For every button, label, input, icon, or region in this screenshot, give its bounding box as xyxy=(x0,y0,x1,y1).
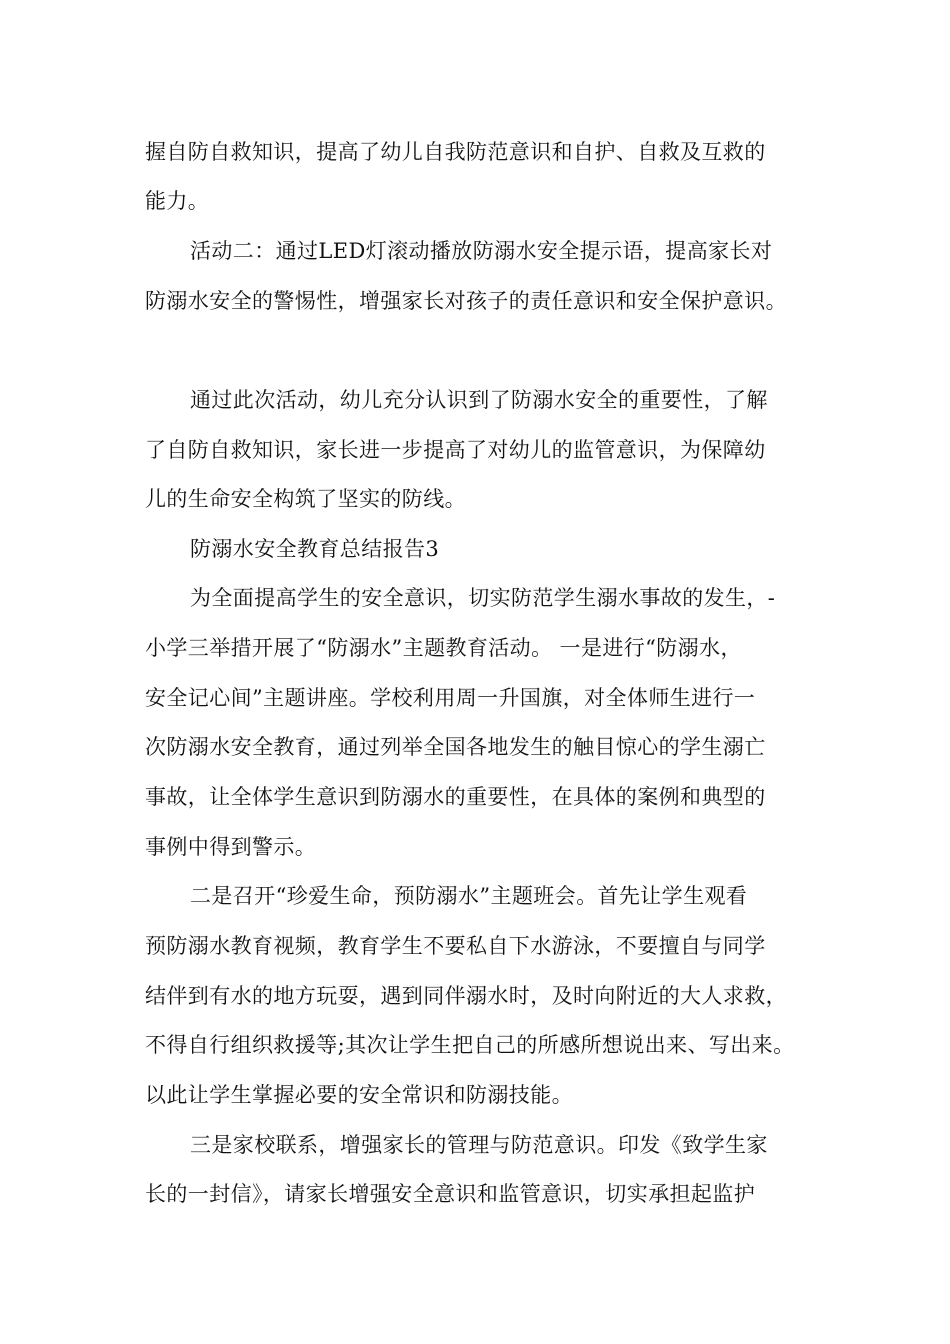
text-line: 握自防自救知识，提高了幼儿自我防范意识和自护、自救及互救的 xyxy=(145,140,766,164)
paragraph-start-line: 为全面提高学生的安全意识，切实防范学生溺水事故的发生，- xyxy=(190,586,776,610)
text-line: 事例中得到警示。 xyxy=(145,835,317,859)
text-line: 预防溺水教育视频，教育学生不要私自下水游泳，不要擅自与同学 xyxy=(145,934,766,958)
text-line: 结伴到有水的地方玩耍，遇到同伴溺水时，及时向附近的大人求救， xyxy=(145,984,787,1008)
text-line: 事故，让全体学生意识到防溺水的重要性，在具体的案例和典型的 xyxy=(145,785,766,809)
text-line: 了自防自救知识，家长进一步提高了对幼儿的监管意识，为保障幼 xyxy=(145,438,766,462)
text-line: 次防溺水安全教育，通过列举全国各地发生的触目惊心的学生溺亡 xyxy=(145,735,766,759)
text-line: 小学三举措开展了“防溺水”主题教育活动。 一是进行“防溺水， xyxy=(145,636,742,660)
text-line: 以此让学生掌握必要的安全常识和防溺技能。 xyxy=(145,1083,573,1107)
paragraph-start-line: 三是家校联系，增强家长的管理与防范意识。印发《致学生家 xyxy=(190,1133,768,1157)
text-line: 能力。 xyxy=(145,189,210,213)
text-line: 不得自行组织救援等;其次让学生把自己的所感所想说出来、写出来。 xyxy=(145,1033,795,1057)
text-line: 防溺水安全的警惕性，增强家长对孩子的责任意识和安全保护意识。 xyxy=(145,289,787,313)
paragraph-start-line: 通过此次活动，幼儿充分认识到了防溺水安全的重要性，了解 xyxy=(190,388,768,412)
section-heading: 防溺水安全教育总结报告3 xyxy=(190,537,440,561)
paragraph-start-line: 活动二：通过LED灯滚动播放防溺水安全提示语，提高家长对 xyxy=(190,239,773,263)
text-line: 长的一封信》，请家长增强安全意识和监管意识，切实承担起监护 xyxy=(145,1182,756,1206)
text-line: 安全记心间”主题讲座。学校利用周一升国旗，对全体师生进行一 xyxy=(145,686,756,710)
paragraph-start-line: 二是召开“珍爱生命，预防溺水”主题班会。首先让学生观看 xyxy=(190,884,748,908)
text-line: 儿的生命安全构筑了坚实的防线。 xyxy=(145,487,466,511)
